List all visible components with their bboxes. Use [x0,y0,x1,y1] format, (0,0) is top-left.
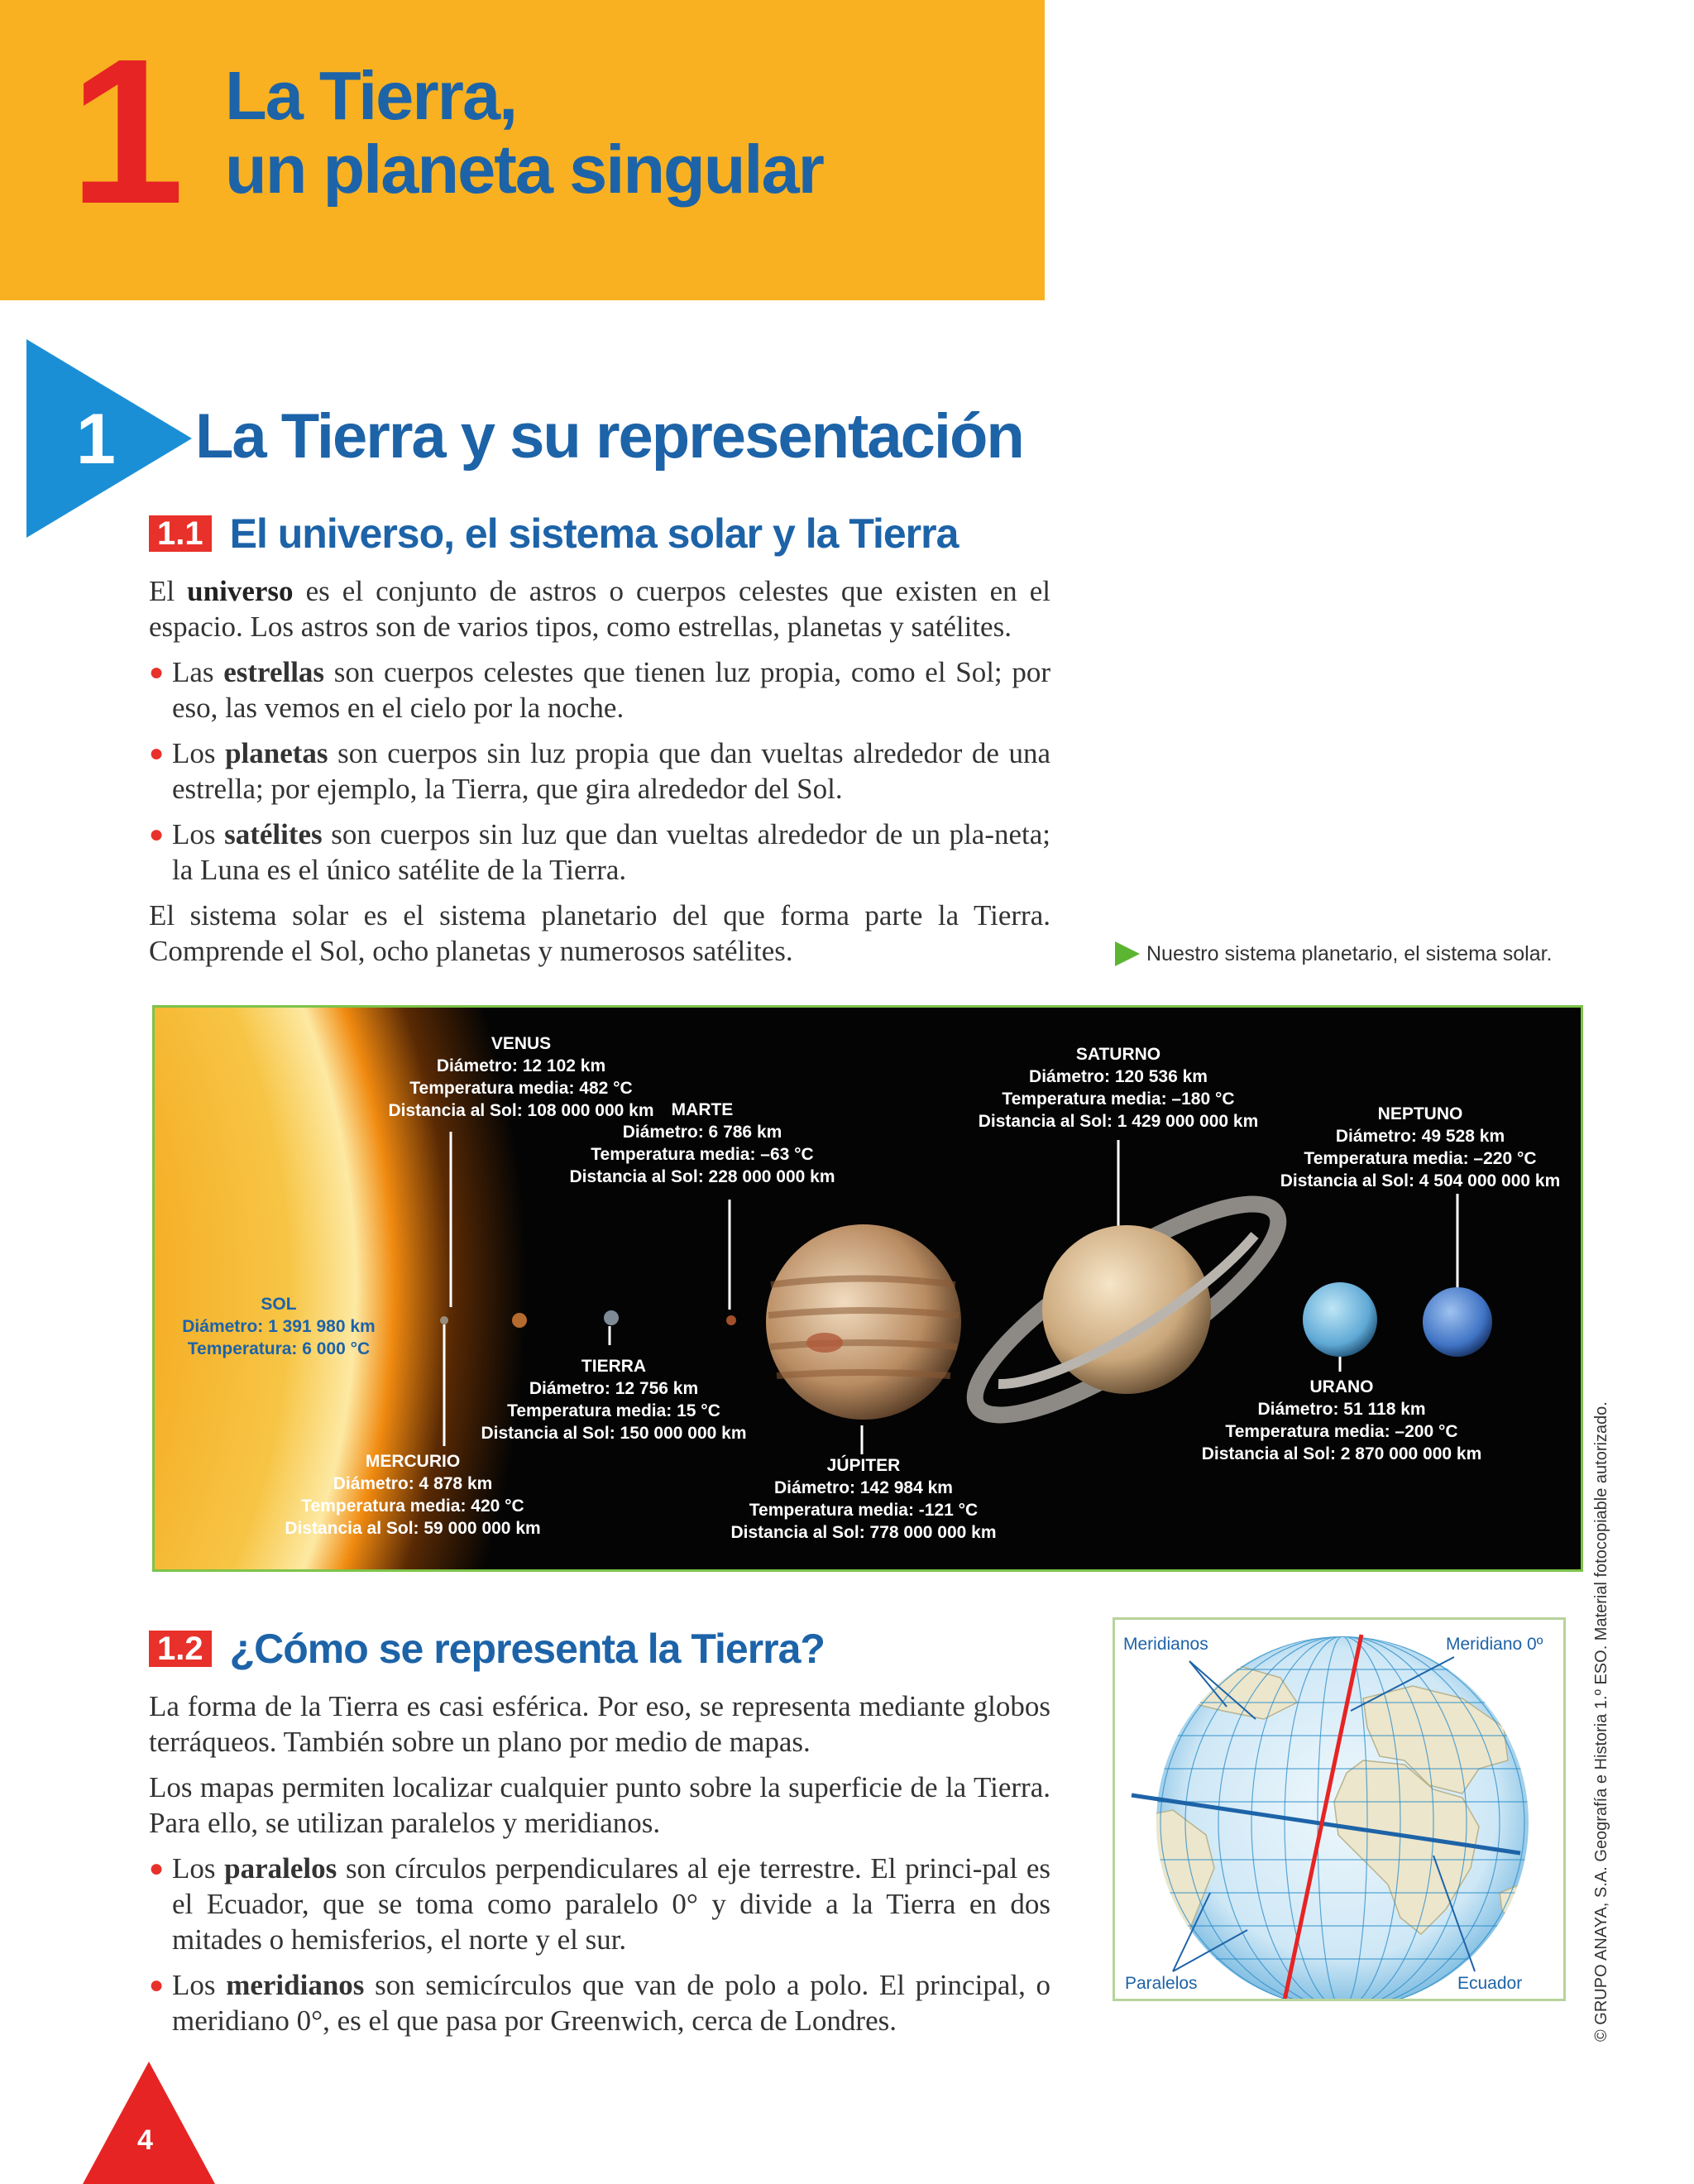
paragraph-mapas: Los mapas permiten localizar cualquier punto sobre la superficie de la Tierra. Para ello, se utilizan paralelos y meridianos. [149,1771,1050,1839]
label-tierra: TIERRA Diámetro: 12 756 km Temperatura media: 15 °C Distancia al Sol: 150 000 000 km [481,1357,747,1443]
image-caption: Nuestro sistema planetario, el sistema solar. [1115,941,1553,966]
chapter-title-line1: La Tierra, [225,57,517,134]
chapter-title-line2: un planeta singular [225,130,823,208]
label-sol: SOL Diámetro: 1 391 980 km Temperatura: 6 000 °C [182,1295,376,1358]
neptune-shape [1423,1287,1492,1357]
paragraph-forma-tierra: La forma de la Tierra es casi esférica. Por eso, se representa mediante globos terráqueos. También sobre un plano por medio de mapas. [149,1690,1050,1758]
page-number: 4 [137,2124,153,2156]
label-meridiano-0: Meridiano 0º [1446,1635,1543,1654]
subsection-2-header [149,1626,825,1672]
subsection-1-header [149,510,959,557]
bullet-satelites: ● Los satélites son cuerpos sin luz que dan vueltas alrededor de un pla-neta; la Luna es el único satélite de la Tierra. [149,818,1050,886]
label-meridianos: Meridianos [1123,1635,1208,1654]
label-venus: VENUS Diámetro: 12 102 km Temperatura media: 482 °C Distancia al Sol: 108 000 000 km [388,1034,654,1120]
bullet-icon: ● [149,659,165,686]
label-marte: MARTE Diámetro: 6 786 km Temperatura media: –63 °C Distancia al Sol: 228 000 000 km [569,1100,835,1186]
uranus-shape [1303,1282,1377,1357]
label-jupiter: JÚPITER Diámetro: 142 984 km Temperatura media: -121 °C Distancia al Sol: 778 000 000 km [730,1456,997,1542]
mars-shape [726,1315,736,1325]
jupiter-shape [766,1224,961,1420]
bullet-planetas: ● Los planetas son cuerpos sin luz propia que dan vueltas alrededor de una estrella; por ejemplo, la Tierra, que gira alrededor del Sol. [149,737,1051,805]
label-urano: URANO Diámetro: 51 118 km Temperatura media: –200 °C Distancia al Sol: 2 870 000 000 km [1201,1377,1482,1463]
bullet-estrellas: ● Las estrellas son cuerpos celestes que tienen luz propia, como el Sol; por eso, las vemos en el cielo por la noche. [149,656,1050,724]
label-mercurio: MERCURIO Diámetro: 4 878 km Temperatura media: 420 °C Distancia al Sol: 59 000 000 km [285,1452,541,1538]
caption-arrow-icon [1115,941,1140,966]
subsection-2-title: ¿Cómo se representa la Tierra? [229,1626,825,1672]
label-neptuno: NEPTUNO Diámetro: 49 528 km Temperatura media: –220 °C Distancia al Sol: 4 504 000 000 km [1280,1104,1561,1190]
section-title: La Tierra y su representación [195,401,1023,472]
chapter-title [225,57,823,208]
bullet-icon: ● [149,1971,165,1999]
venus-shape [512,1313,527,1328]
bullet-meridianos: ● Los meridianos son semicírculos que van de polo a polo. El principal, o meridiano 0°, es el que pasa por Greenwich, cerca de Londres. [149,1969,1051,2037]
subsection-2-body [149,1688,1050,2048]
solar-system-image [152,1005,1583,1572]
label-paralelos: Paralelos [1125,1974,1198,1993]
copyright-notice: © GRUPO ANAYA, S.A. Geografía e Historia 1.º ESO. Material fotocopiable autorizado. [1592,1401,1610,2042]
bullet-icon: ● [149,821,165,848]
mercury-shape [440,1316,448,1324]
page-number-triangle-icon [83,2062,215,2184]
earth-shape [604,1310,619,1325]
chapter-number: 1 [69,16,177,247]
globe-figure [1113,1617,1566,2001]
subsection-1-title: El universo, el sistema solar y la Tierra [229,510,959,557]
paragraph-sistema-solar: El sistema solar es el sistema planetario del que forma parte la Tierra. Comprende el Sol, ocho planetas y numerosos satélites. [149,899,1050,967]
bullet-icon: ● [149,740,165,767]
section-number: 1 [76,400,116,479]
label-saturno: SATURNO Diámetro: 120 536 km Temperatura media: –180 °C Distancia al Sol: 1 429 000 000 km [978,1045,1259,1131]
subsection-1-body [149,573,1050,979]
paragraph-universo: El universo es el conjunto de astros o cuerpos celestes que existen en el espacio. Los astros son de varios tipos, como estrellas, planetas y satélites. [149,575,1050,643]
subsection-1-badge: 1.1 [149,515,212,552]
bullet-paralelos: ● Los paralelos son círculos perpendiculares al eje terrestre. El princi-pal es el Ecuador, que se toma como paralelo 0° y divide a la Tierra en dos mitades o hemisferios, el norte y el sur. [149,1852,1051,1956]
label-ecuador: Ecuador [1457,1974,1523,1993]
globe-illustration [1115,1620,1566,2001]
bullet-icon: ● [149,1855,165,1882]
subsection-2-badge: 1.2 [149,1631,212,1667]
